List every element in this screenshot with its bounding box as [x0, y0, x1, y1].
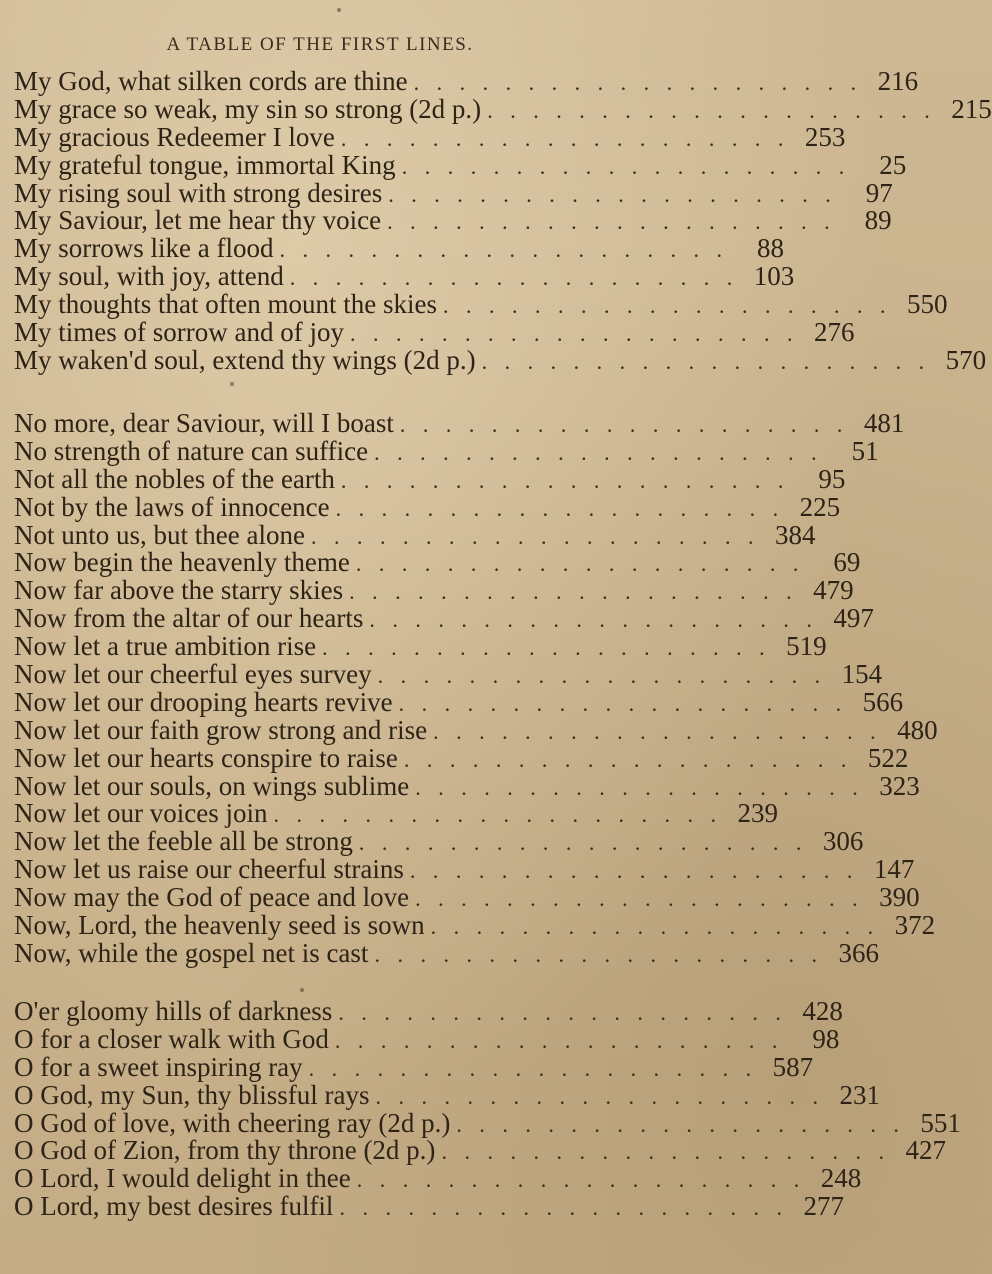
leader-dots: . . . . . . . . . . . . . . . . . . . .: [430, 914, 880, 940]
leader-dots: . . . . . . . . . . . . . . . . . . . .: [338, 1000, 787, 1025]
first-line-text: Now let a true ambition rise: [14, 631, 317, 662]
index-entry: [14, 631, 827, 662]
index-entry: [14, 261, 795, 292]
page-number: 390: [879, 882, 920, 913]
leader-dots: . . . . . . . . . . . . . . . . . . . .: [398, 690, 848, 716]
page-number: 522: [867, 742, 909, 773]
page-number: 277: [803, 1191, 844, 1222]
index-entry: [14, 603, 874, 634]
page-number: 215: [951, 93, 992, 124]
leader-dots: . . . . . . . . . . . . . . . . . . . .: [356, 1167, 806, 1193]
page-heading: A TABLE OF THE FIRST LINES.: [166, 34, 474, 55]
index-entry: [14, 1079, 881, 1110]
first-line-text: My times of sorrow and of joy: [14, 317, 344, 348]
page-number: 253: [804, 121, 846, 152]
page-number: 95: [818, 463, 846, 494]
page-number: 497: [833, 603, 874, 634]
leader-dots: . . . . . . . . . . . . . . . . . . . .: [349, 579, 798, 605]
first-line-text: Now begin the heavenly theme: [14, 547, 350, 578]
index-entry: [14, 408, 905, 438]
first-line-text: No strength of nature can suffice: [14, 435, 369, 466]
page-number: 216: [877, 66, 919, 96]
index-entry: [14, 854, 915, 885]
leader-dots: . . . . . . . . . . . . . . . . . . . .: [335, 495, 785, 521]
paper-speck: [230, 382, 234, 386]
page-number: 98: [812, 1023, 840, 1054]
first-line-text: My waken'd soul, extend thy wings (2d p.): [14, 344, 476, 375]
page-number: 89: [864, 205, 892, 236]
first-line-text: Now let our hearts conspire to raise: [14, 742, 398, 773]
index-entry: [14, 149, 907, 180]
first-line-text: Now let our voices join: [14, 798, 268, 829]
first-line-text: O Lord, I would delight in thee: [14, 1163, 351, 1194]
index-entry: [14, 1023, 840, 1054]
page-number: 384: [774, 519, 816, 550]
index-entry: [14, 1163, 862, 1194]
index-entry: [14, 121, 846, 152]
leader-dots: . . . . . . . . . . . . . . . . . . . .: [415, 774, 864, 800]
index-entry: [14, 1191, 844, 1222]
leader-dots: . . . . . . . . . . . . . . . . . . . .: [289, 265, 739, 291]
leader-dots: . . . . . . . . . . . . . . . . . . . .: [388, 181, 837, 207]
page-number: 481: [863, 408, 905, 438]
page-number: 519: [786, 631, 827, 662]
index-entry: [14, 770, 920, 801]
leader-dots: . . . . . . . . . . . . . . . . . . . .: [369, 607, 818, 633]
index-entry: [14, 575, 854, 606]
index-entry: [14, 93, 992, 124]
leader-dots: . . . . . . . . . . . . . . . . . . . .: [415, 886, 864, 912]
paper-speck: [337, 8, 341, 12]
index-entry: [14, 910, 936, 941]
index-entry: [14, 177, 893, 208]
first-line-text: Not unto us, but thee alone: [14, 519, 305, 550]
index-entry: [14, 289, 948, 320]
leader-dots: . . . . . . . . . . . . . . . . . . . .: [442, 293, 892, 319]
page-number: 103: [753, 261, 795, 292]
leader-dots: . . . . . . . . . . . . . . . . . . . .: [441, 1139, 890, 1165]
page-number: 225: [799, 491, 841, 522]
page-number: 97: [865, 177, 893, 208]
page-number: 69: [833, 547, 861, 578]
index-entry: [14, 1107, 961, 1138]
first-line-text: Now may the God of peace and love: [14, 882, 410, 913]
leader-dots: . . . . . . . . . . . . . . . . . . . .: [358, 830, 808, 856]
first-line-text: My grace so weak, my sin so strong (2d p.): [14, 93, 482, 124]
page-number: 479: [813, 575, 854, 606]
leader-dots: . . . . . . . . . . . . . . . . . . . .: [481, 348, 931, 374]
leader-dots: . . . . . . . . . . . . . . . . . . . .: [310, 523, 760, 549]
first-line-text: Now, Lord, the heavenly seed is sown: [14, 910, 425, 941]
first-line-text: Now, while the gospel net is cast: [14, 937, 369, 968]
index-entry: [14, 205, 892, 236]
index-entry: [14, 344, 987, 375]
page-number: 147: [873, 854, 915, 885]
index-section-n: [14, 408, 938, 968]
leader-dots: . . . . . . . . . . . . . . . . . . . .: [279, 237, 728, 263]
leader-dots: . . . . . . . . . . . . . . . . . . . .: [349, 321, 799, 347]
leader-dots: . . . . . . . . . . . . . . . . . . . .: [340, 125, 790, 151]
index-entry: [14, 66, 919, 96]
index-entry: [14, 937, 879, 968]
leader-dots: . . . . . . . . . . . . . . . . . . . .: [375, 1083, 825, 1109]
index-section-m: [14, 66, 992, 375]
page-number: 323: [879, 770, 920, 801]
first-line-text: My Saviour, let me hear thy voice: [14, 205, 382, 236]
leader-dots: . . . . . . . . . . . . . . . . . . . .: [374, 941, 823, 967]
page-number: 587: [772, 1051, 814, 1082]
page-number: 25: [879, 149, 907, 180]
leader-dots: . . . . . . . . . . . . . . . . . . . .: [273, 802, 722, 828]
page-number: 88: [756, 233, 784, 264]
first-line-text: O for a closer walk with God: [14, 1023, 329, 1054]
leader-dots: . . . . . . . . . . . . . . . . . . . .: [339, 1195, 788, 1221]
index-entry: [14, 317, 855, 348]
index-entry: [14, 519, 816, 550]
first-line-text: My grateful tongue, immortal King: [14, 149, 396, 180]
index-entry: [14, 686, 904, 717]
index-entry: [14, 463, 846, 494]
leader-dots: . . . . . . . . . . . . . . . . . . . .: [456, 1111, 905, 1137]
index-entry: [14, 826, 864, 857]
leader-dots: . . . . . . . . . . . . . . . . . . . .: [387, 209, 836, 235]
first-line-text: My God, what silken cords are thine: [14, 66, 408, 96]
page-number: 154: [841, 659, 883, 690]
leader-dots: . . . . . . . . . . . . . . . . . . . .: [308, 1055, 758, 1081]
first-line-text: O'er gloomy hills of darkness: [14, 996, 333, 1026]
leader-dots: . . . . . . . . . . . . . . . . . . . .: [377, 663, 827, 689]
first-line-text: My gracious Redeemer I love: [14, 121, 335, 152]
first-line-text: Now let us raise our cheerful strains: [14, 854, 404, 885]
first-line-text: Now let the feeble all be strong: [14, 826, 353, 857]
page-number: 566: [862, 686, 904, 717]
page-number: 550: [906, 289, 948, 320]
index-entry: [14, 435, 879, 466]
page-number: 551: [920, 1107, 961, 1138]
first-line-text: O God of Zion, from thy throne (2d p.): [14, 1135, 436, 1166]
leader-dots: . . . . . . . . . . . . . . . . . . . .: [433, 718, 882, 744]
first-line-text: My thoughts that often mount the skies: [14, 289, 437, 320]
first-line-text: Not all the nobles of the earth: [14, 463, 335, 494]
page-number: 427: [905, 1135, 946, 1166]
leader-dots: . . . . . . . . . . . . . . . . . . . .: [401, 153, 851, 179]
first-line-text: Now far above the starry skies: [14, 575, 344, 606]
page-number: 248: [820, 1163, 862, 1194]
first-line-text: My sorrows like a flood: [14, 233, 274, 264]
page-number: 428: [802, 996, 843, 1026]
first-line-text: No more, dear Saviour, will I boast: [14, 408, 394, 438]
leader-dots: . . . . . . . . . . . . . . . . . . . .: [355, 551, 805, 577]
index-entry: [14, 1051, 814, 1082]
first-line-text: Now let our faith grow strong and rise: [14, 714, 428, 745]
first-line-text: O Lord, my best desires fulfil: [14, 1191, 334, 1222]
page-number: 306: [822, 826, 864, 857]
leader-dots: . . . . . . . . . . . . . . . . . . . .: [399, 412, 849, 437]
first-line-text: O God of love, with cheering ray (2d p.): [14, 1107, 451, 1138]
leader-dots: . . . . . . . . . . . . . . . . . . . .: [322, 635, 771, 661]
page-number: 570: [945, 344, 987, 375]
page-number: 372: [894, 910, 936, 941]
first-line-text: My rising soul with strong desires: [14, 177, 383, 208]
index-entry: [14, 547, 861, 578]
first-line-text: Not by the laws of innocence: [14, 491, 330, 522]
leader-dots: . . . . . . . . . . . . . . . . . . . .: [413, 70, 863, 95]
page-number: 276: [813, 317, 855, 348]
leader-dots: . . . . . . . . . . . . . . . . . . . .: [334, 1027, 784, 1053]
page-number: 239: [737, 798, 778, 829]
first-line-text: Now let our cheerful eyes survey: [14, 659, 372, 690]
leader-dots: . . . . . . . . . . . . . . . . . . . .: [409, 858, 859, 884]
index-section-o: [14, 996, 961, 1222]
first-line-text: My soul, with joy, attend: [14, 261, 284, 292]
leader-dots: . . . . . . . . . . . . . . . . . . . .: [374, 439, 823, 465]
first-line-text: Now from the altar of our hearts: [14, 603, 364, 634]
first-line-text: O for a sweet inspiring ray: [14, 1051, 303, 1082]
page-number: 366: [838, 937, 879, 968]
index-entry: [14, 996, 843, 1026]
first-line-text: O God, my Sun, thy blissful rays: [14, 1079, 370, 1110]
index-entry: [14, 491, 841, 522]
paper-speck: [300, 988, 304, 992]
index-entry: [14, 233, 784, 264]
page-number: 231: [839, 1079, 881, 1110]
index-entry: [14, 882, 920, 913]
index-entry: [14, 659, 883, 690]
index-entry: [14, 798, 778, 829]
first-line-text: Now let our drooping hearts revive: [14, 686, 393, 717]
leader-dots: . . . . . . . . . . . . . . . . . . . .: [340, 467, 790, 493]
page-number: 480: [897, 714, 938, 745]
page-number: 51: [851, 435, 879, 466]
index-entry: [14, 742, 909, 773]
first-line-text: Now let our souls, on wings sublime: [14, 770, 410, 801]
leader-dots: . . . . . . . . . . . . . . . . . . . .: [403, 746, 853, 772]
index-entry: [14, 1135, 946, 1166]
index-entry: [14, 714, 938, 745]
leader-dots: . . . . . . . . . . . . . . . . . . . .: [487, 97, 936, 123]
